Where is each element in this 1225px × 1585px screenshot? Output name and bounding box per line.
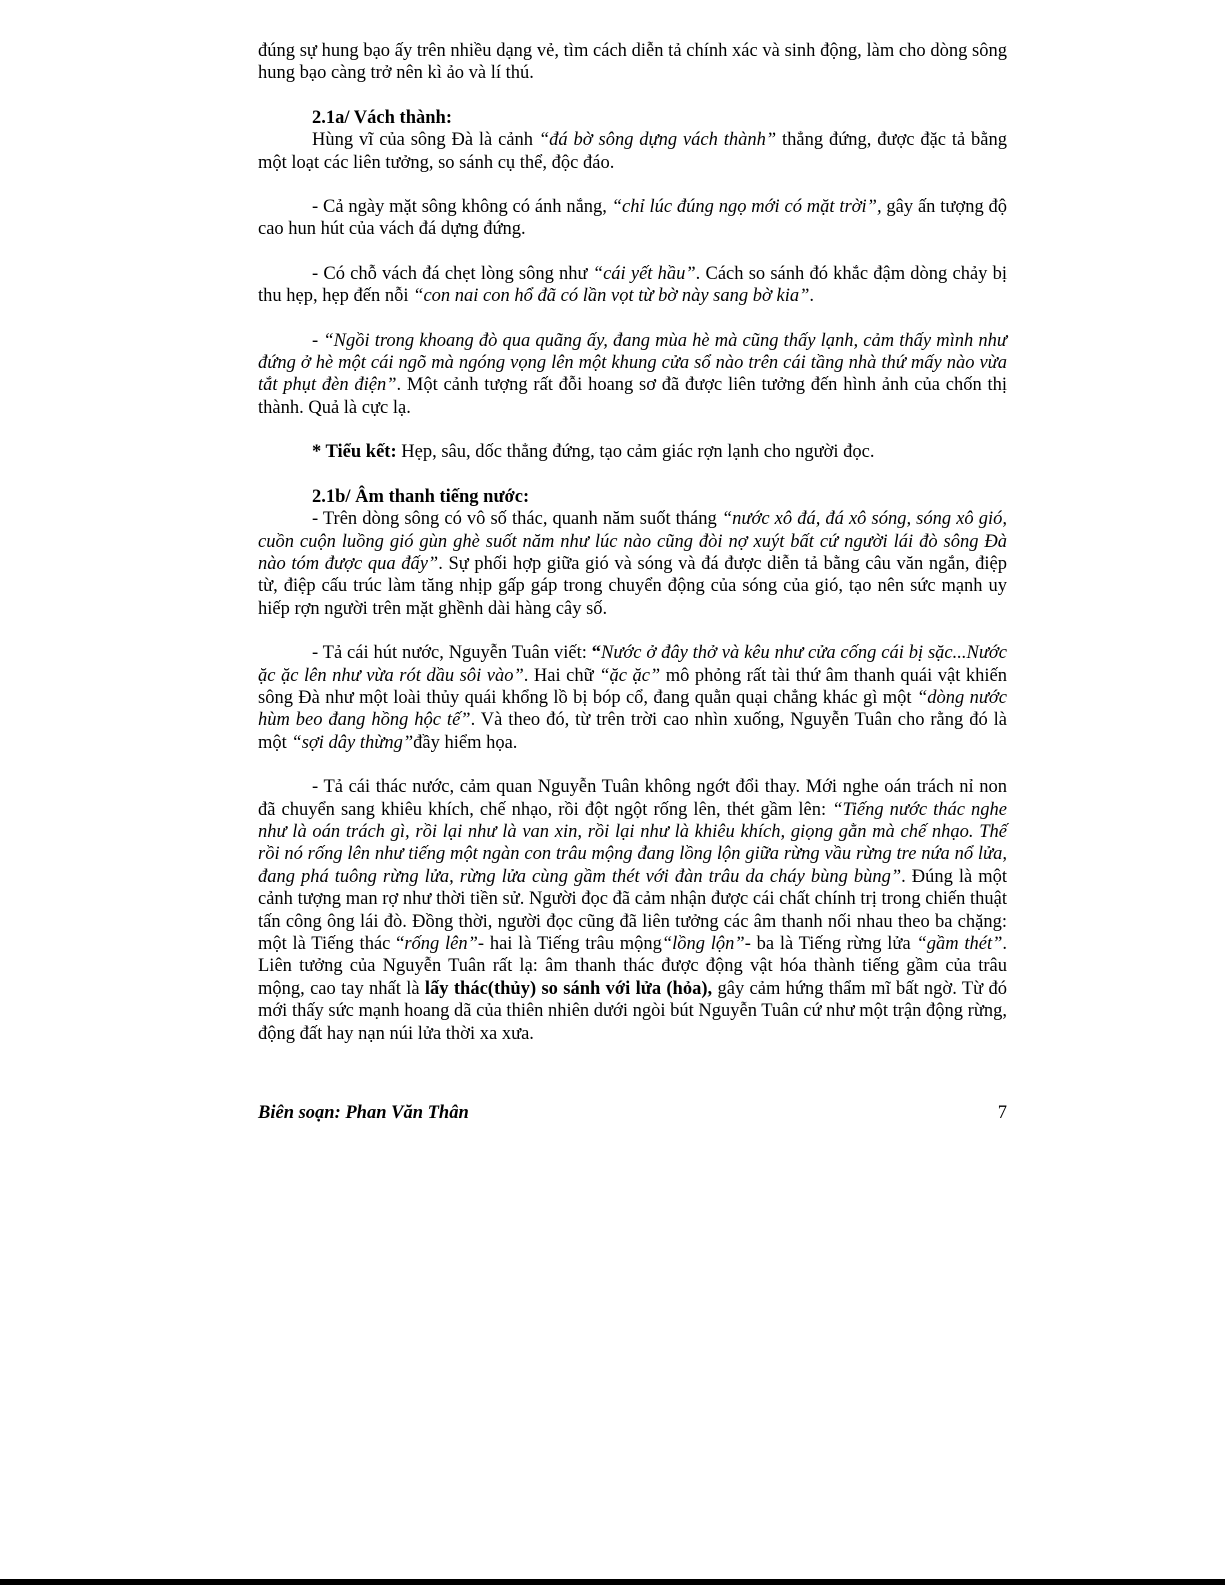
page-number: 7 <box>997 1103 1007 1123</box>
paragraph-vach-thanh-intro: Hùng vĩ của sông Đà là cảnh “đá bờ sông dựng vách thành” thẳng đứng, được đặc tả bằng một loạt các liên tưởng, so sánh cụ thể, độc đáo. <box>258 130 1007 173</box>
paragraph-anh-nang: - Cả ngày mặt sông không có ánh nắng, “chỉ lúc đúng ngọ mới có mặt trời”, gây ấn tượng độ cao hun hút của vách đá dựng đứng. <box>258 197 1008 240</box>
bottom-edge-rule <box>0 1579 1225 1585</box>
footer-author: Biên soạn: Phan Văn Thân <box>258 1103 469 1123</box>
paragraph-thac-nuoc: - Tả cái thác nước, cảm quan Nguyễn Tuân không ngớt đổi thay. Mới nghe oán trách nỉ non đã chuyển sang khiêu khích, chế nhạo, rồi đột ngột rống lên, thét gầm lên: “Tiếng nước thác nghe như là oán trách gì, rồi lại như là van xin, rồi lại như là khiêu khích, giọng gằn mà chế nhạo. Thế rồi nó rống lên như tiếng một ngàn con trâu mộng đang lồng lộn giữa rừng vầu rừng tre nứa nổ lửa, đang phá tuông rừng lửa, rừng lửa cùng gầm thét với đàn trâu da cháy bùng bùng”. Đúng là một cảnh tượng man rợ như thời tiền sử. Người đọc đã cảm nhận được cái chất chính trị trong chiến thuật tấn công ông lái đò. Đồng thời, người đọc cũng đã liên tưởng các âm thanh nối nhau theo ba chặng: một là Tiếng thác “rống lên”- hai là Tiếng trâu mộng“lồng lộn”- ba là Tiếng rừng lửa “gầm thét”. Liên tưởng của Nguyễn Tuân rất lạ: âm thanh thác được động vật hóa thành tiếng gầm của trâu mộng, cao tay nhất là lấy thác(thủy) so sánh với lửa (hỏa), gây cảm hứng thẩm mĩ bất ngờ. Từ đó mới thấy sức mạnh hoang dã của thiên nhiên dưới ngòi bút Nguyễn Tuân cứ như một trận động rừng, động đất hay nạn núi lửa thời xa xưa. <box>258 777 1007 1044</box>
paragraph-intro: đúng sự hung bạo ấy trên nhiều dạng vẻ, tìm cách diễn tả chính xác và sinh động, làm cho dòng sông hung bạo càng trở nên kì ảo và lí thú. <box>258 41 1007 84</box>
page-footer <box>258 1102 1007 1124</box>
paragraph-thac: - Trên dòng sông có vô số thác, quanh năm suốt tháng “nước xô đá, đá xô sóng, sóng xô gió, cuồn cuộn luồng gió gùn ghè suốt năm như lúc nào cũng đòi nợ xuýt bất cứ người lái đò sông Đà nào tóm được qua đấy”. Sự phối hợp giữa gió và sóng và đá được diễn tả bằng câu văn ngắn, điệp từ, điệp cấu trúc làm tăng nhịp gấp gáp trong chuyển động của sóng của gió, tạo nên sức mạnh uy hiếp rợn người trên mặt ghềnh dài hàng cây số. <box>258 509 1008 619</box>
section-heading-am-thanh: 2.1b/ Âm thanh tiếng nước: <box>312 486 530 507</box>
document-body <box>258 40 1007 1045</box>
paragraph-khoang-do: - “Ngồi trong khoang đò qua quãng ấy, đang mùa hè mà cũng thấy lạnh, cảm thấy mình như đứng ở hè một cái ngõ mà ngóng vọng lên một khung cửa sổ nào trên cái tầng nhà thứ mấy nào vừa tắt phụt đèn điện”. Một cảnh tượng rất đỗi hoang sơ đã được liên tưởng đến hình ảnh của chốn thị thành. Quả là cực lạ. <box>258 330 1007 418</box>
paragraph-tieu-ket: * Tiểu kết: Hẹp, sâu, dốc thẳng đứng, tạo cảm giác rợn lạnh cho người đọc. <box>312 442 875 463</box>
paragraph-hut-nuoc: - Tả cái hút nước, Nguyễn Tuân viết: “Nước ở đây thở và kêu như cửa cống cái bị sặc...Nước ặc ặc lên như vừa rót dầu sôi vào”. Hai chữ “ặc ặc” mô phỏng rất tài thứ âm thanh quái vật khiến sông Đà như một loài thủy quái khổng lồ bị bóp cổ, đang quằn quại chẳng khác gì một “dòng nước hùm beo đang hồng hộc tế”. Và theo đó, từ trên trời cao nhìn xuống, Nguyễn Tuân cho rằng đó là một “sợi dây thừng”đầy hiểm họa. <box>258 643 1008 753</box>
paragraph-yet-hau: - Có chỗ vách đá chẹt lòng sông như “cái yết hầu”. Cách so sánh đó khắc đậm dòng chảy bị thu hẹp, hẹp đến nỗi “con nai con hổ đã có lần vọt từ bờ này sang bờ kia”. <box>258 263 1007 307</box>
section-heading-vach-thanh: 2.1a/ Vách thành: <box>312 107 452 128</box>
